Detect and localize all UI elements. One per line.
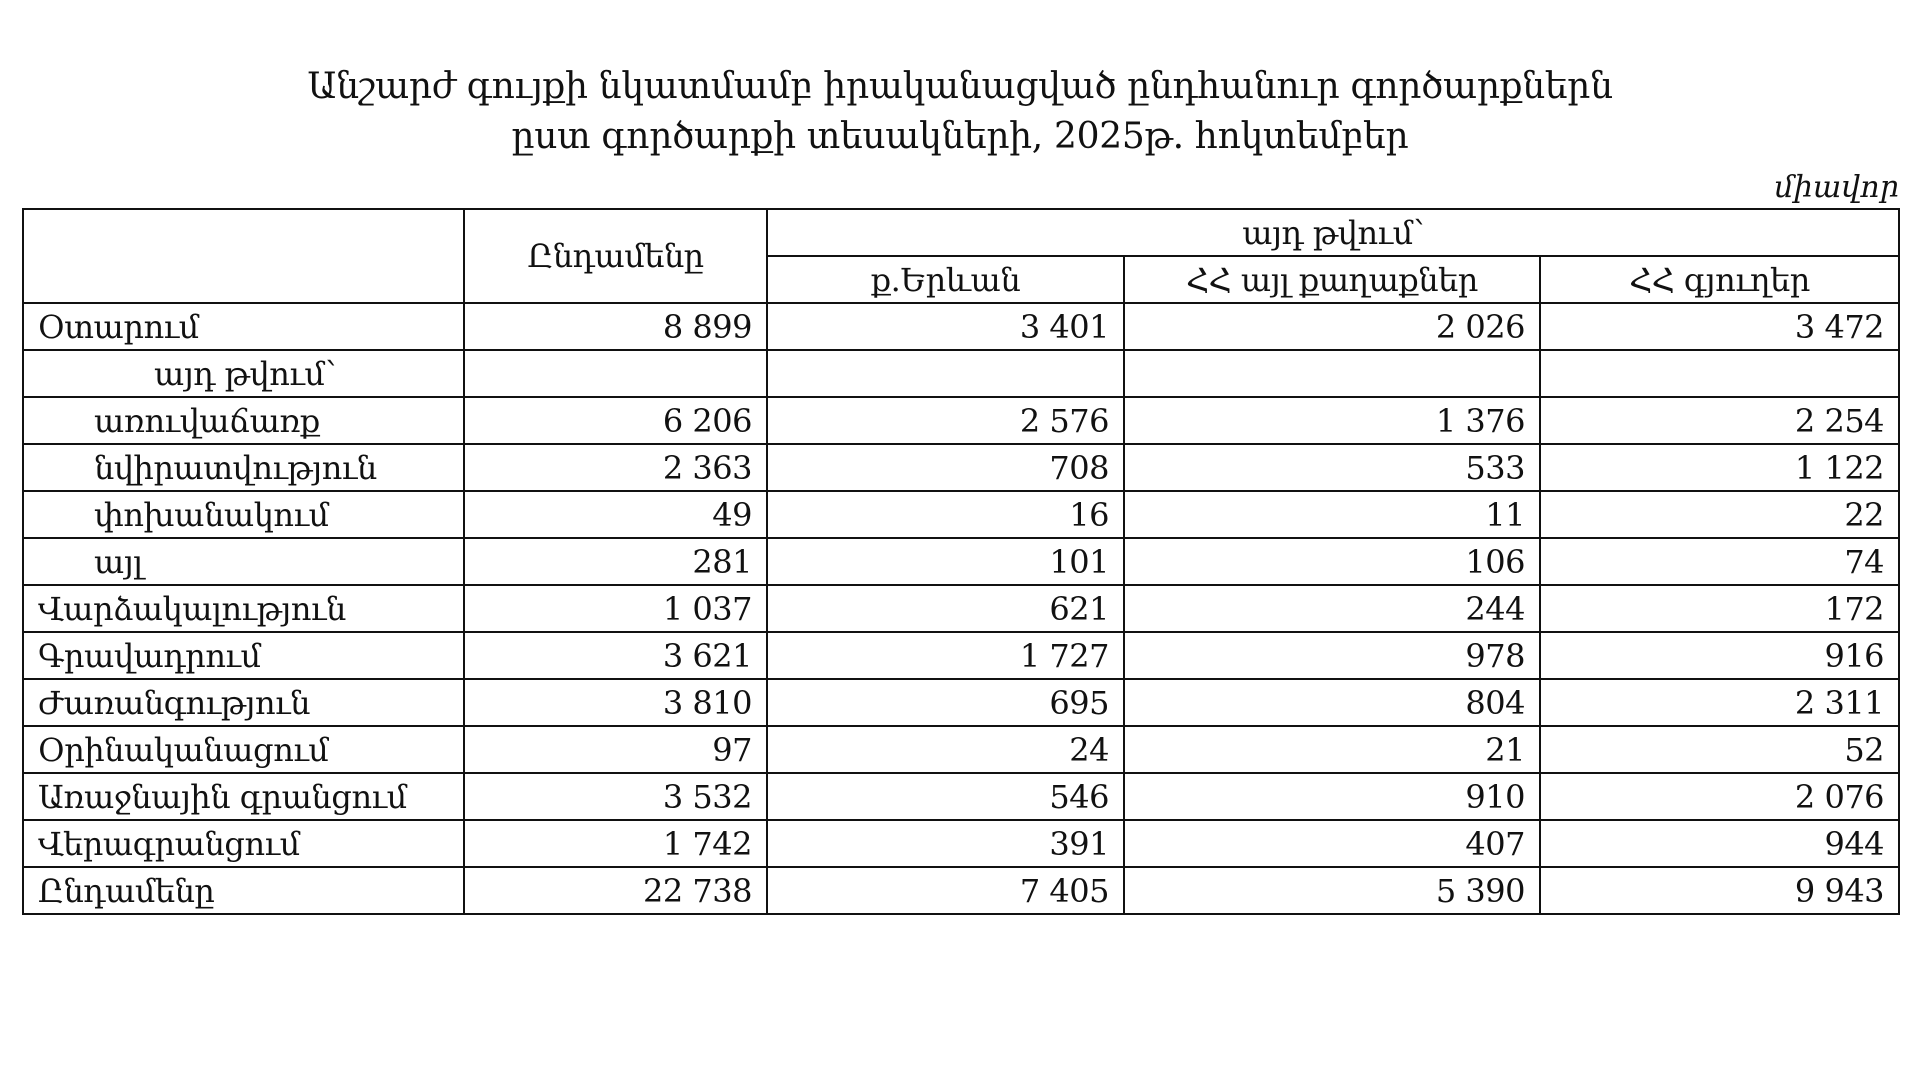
row-label: Վերագրանցում <box>23 820 464 867</box>
cell-other-cities: 1 376 <box>1124 397 1540 444</box>
cell-total: 8 899 <box>464 303 767 350</box>
cell-other-cities <box>1124 350 1540 397</box>
cell-yerevan: 391 <box>767 820 1124 867</box>
cell-yerevan: 16 <box>767 491 1124 538</box>
table-row <box>23 773 1899 820</box>
cell-other-cities: 21 <box>1124 726 1540 773</box>
cell-yerevan <box>767 350 1124 397</box>
table-row <box>23 726 1899 773</box>
cell-yerevan: 7 405 <box>767 867 1124 914</box>
cell-villages: 172 <box>1540 585 1899 632</box>
cell-other-cities: 533 <box>1124 444 1540 491</box>
table-row <box>23 303 1899 350</box>
table-row <box>23 397 1899 444</box>
cell-total: 2 363 <box>464 444 767 491</box>
table-body <box>23 303 1899 914</box>
row-label: Օրինականացում <box>23 726 464 773</box>
table-row <box>23 444 1899 491</box>
row-label: այլ <box>23 538 464 585</box>
title-line-1: Անշարժ գույքի նկատմամբ իրականացված ընդհանուր գործարքներն <box>307 66 1613 107</box>
cell-villages: 9 943 <box>1540 867 1899 914</box>
unit-label: միավոր <box>1774 170 1899 205</box>
row-label: Առաջնային գրանցում <box>23 773 464 820</box>
cell-total <box>464 350 767 397</box>
cell-villages: 1 122 <box>1540 444 1899 491</box>
cell-villages: 2 076 <box>1540 773 1899 820</box>
table-row <box>23 632 1899 679</box>
cell-yerevan: 2 576 <box>767 397 1124 444</box>
cell-other-cities: 106 <box>1124 538 1540 585</box>
row-label: առուվաճառք <box>23 397 464 444</box>
document-title <box>0 62 1920 162</box>
cell-total: 97 <box>464 726 767 773</box>
row-label: նվիրատվություն <box>23 444 464 491</box>
cell-total: 1 037 <box>464 585 767 632</box>
cell-villages: 74 <box>1540 538 1899 585</box>
cell-yerevan: 708 <box>767 444 1124 491</box>
cell-yerevan: 695 <box>767 679 1124 726</box>
header-total: Ընդամենը <box>464 209 767 303</box>
table-row <box>23 538 1899 585</box>
header-empty-cell <box>23 209 464 303</box>
cell-villages: 52 <box>1540 726 1899 773</box>
title-line-2: ըստ գործարքի տեսակների, 2025թ. հոկտեմբեր <box>511 116 1409 157</box>
cell-villages: 2 254 <box>1540 397 1899 444</box>
cell-other-cities: 804 <box>1124 679 1540 726</box>
cell-yerevan: 546 <box>767 773 1124 820</box>
header-villages: ՀՀ գյուղեր <box>1540 256 1899 303</box>
table-row <box>23 491 1899 538</box>
cell-yerevan: 24 <box>767 726 1124 773</box>
cell-total: 3 532 <box>464 773 767 820</box>
cell-villages: 3 472 <box>1540 303 1899 350</box>
cell-total: 1 742 <box>464 820 767 867</box>
cell-total: 281 <box>464 538 767 585</box>
table-row <box>23 585 1899 632</box>
cell-total: 3 810 <box>464 679 767 726</box>
cell-other-cities: 244 <box>1124 585 1540 632</box>
cell-villages: 2 311 <box>1540 679 1899 726</box>
cell-yerevan: 621 <box>767 585 1124 632</box>
cell-total: 49 <box>464 491 767 538</box>
cell-total: 6 206 <box>464 397 767 444</box>
header-other-cities: ՀՀ այլ քաղաքներ <box>1124 256 1540 303</box>
row-label: փոխանակում <box>23 491 464 538</box>
table-row <box>23 350 1899 397</box>
cell-other-cities: 5 390 <box>1124 867 1540 914</box>
header-group-including: այդ թվում՝ <box>767 209 1899 256</box>
cell-other-cities: 910 <box>1124 773 1540 820</box>
cell-villages: 22 <box>1540 491 1899 538</box>
cell-yerevan: 3 401 <box>767 303 1124 350</box>
cell-total: 22 738 <box>464 867 767 914</box>
row-label: Ժառանգություն <box>23 679 464 726</box>
cell-villages: 916 <box>1540 632 1899 679</box>
header-yerevan: ք.Երևան <box>767 256 1124 303</box>
table-header-row-1 <box>23 209 1899 256</box>
cell-total: 3 621 <box>464 632 767 679</box>
row-label: Գրավադրում <box>23 632 464 679</box>
row-label: Վարձակալություն <box>23 585 464 632</box>
cell-other-cities: 11 <box>1124 491 1540 538</box>
cell-villages <box>1540 350 1899 397</box>
row-label: այդ թվում՝ <box>23 350 464 397</box>
cell-other-cities: 2 026 <box>1124 303 1540 350</box>
table-row <box>23 820 1899 867</box>
cell-yerevan: 101 <box>767 538 1124 585</box>
transactions-table <box>22 208 1900 915</box>
row-label: Օտարում <box>23 303 464 350</box>
cell-other-cities: 407 <box>1124 820 1540 867</box>
table-row <box>23 679 1899 726</box>
cell-other-cities: 978 <box>1124 632 1540 679</box>
table-row <box>23 867 1899 914</box>
cell-yerevan: 1 727 <box>767 632 1124 679</box>
row-label: Ընդամենը <box>23 867 464 914</box>
cell-villages: 944 <box>1540 820 1899 867</box>
